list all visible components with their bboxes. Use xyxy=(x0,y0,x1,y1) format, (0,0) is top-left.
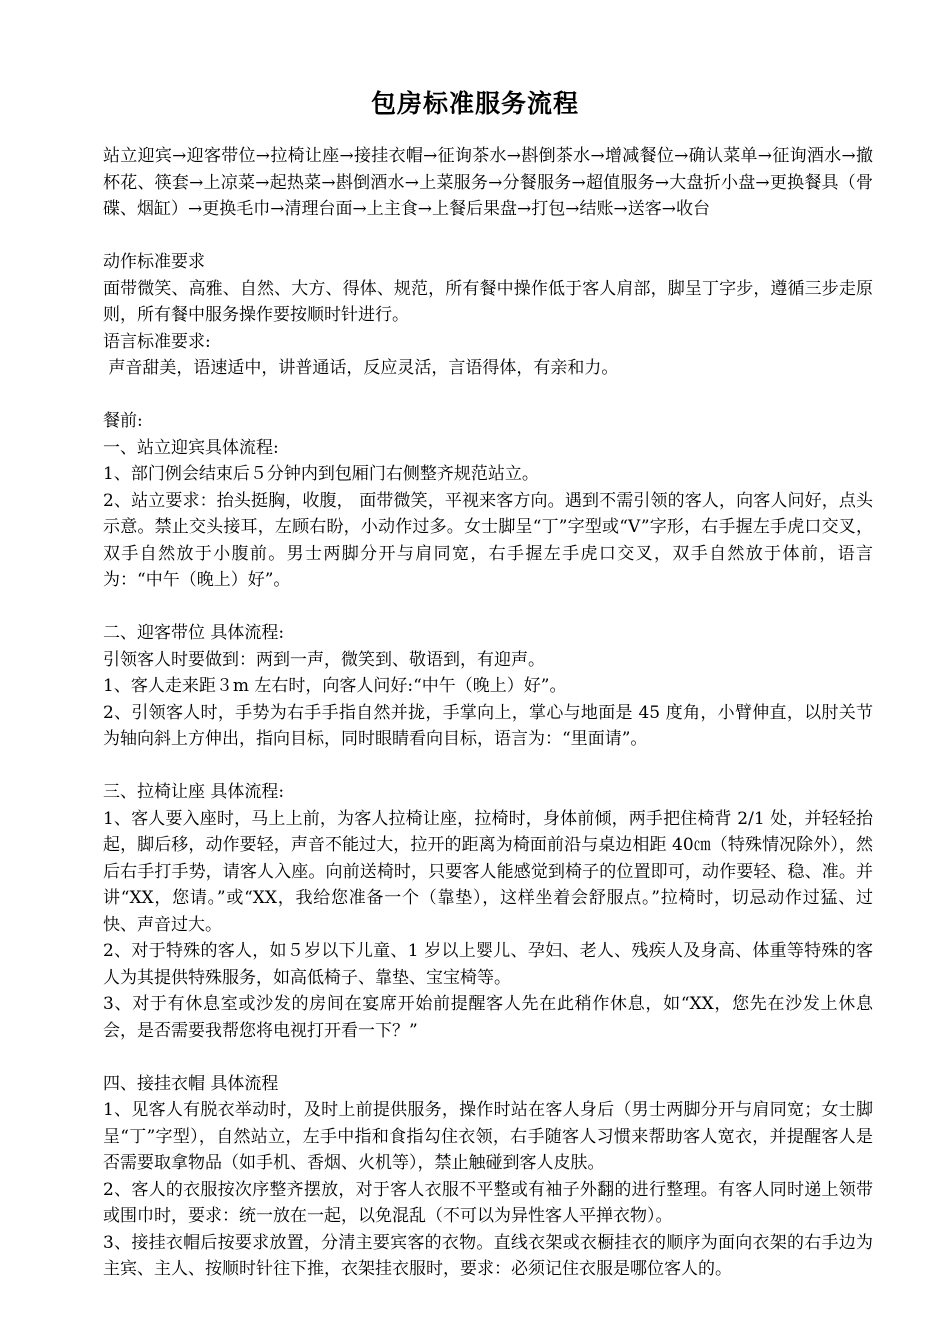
action-standard-text: 面带微笑、高雅、自然、大方、得体、规范，所有餐中操作低于客人肩部，脚呈丁字步，遵循三步走原则，所有餐中服务操作要按顺时针进行。 xyxy=(103,278,873,325)
blank-line xyxy=(103,223,873,250)
section-3-heading: 三、拉椅让座 具体流程: xyxy=(103,782,285,802)
blank-line xyxy=(103,382,873,409)
section-4-heading: 四、接挂衣帽 具体流程 xyxy=(103,1073,279,1094)
action-standard-heading: 动作标准要求 xyxy=(103,252,205,272)
document-body xyxy=(103,143,873,1283)
section-4-item-3: 3、接挂衣帽后按要求放置，分清主要宾客的衣物。直线衣架或衣橱挂衣的顺序为面向衣架的右手边为主宾、主人、按顺时针往下推，衣架挂衣服时，要求：必须记住衣服是哪位客人的。 xyxy=(103,1232,873,1279)
section-2-intro: 引领客人时要做到：两到一声，微笑到、敬语到，有迎声。 xyxy=(103,649,545,670)
blank-line xyxy=(103,753,873,780)
section-4-item-2: 2、客人的衣服按次序整齐摆放，对于客人衣服不平整或有袖子外翻的进行整理。有客人同时递上领带或围巾时，要求：统一放在一起，以免混乱（不可以为异性客人平掸衣物）。 xyxy=(103,1179,873,1226)
section-2-item-2: 2、引领客人时，手势为右手手指自然并拢，手掌向上，掌心与地面是 45 度角，小臂伸直，以肘关节为轴向斜上方伸出，指向目标，同时眼睛看向目标，语言为：“里面请”。 xyxy=(103,702,873,749)
section-4-item-1: 1、见客人有脱衣举动时，及时上前提供服务，操作时站在客人身后（男士两脚分开与肩同宽；女士脚呈“丁”字型），自然站立，左手中指和食指勾住衣领，右手随客人习惯来帮助客人宽衣，并提醒客人是否需要取拿物品（如手机、香烟、火机等），禁止触碰到客人皮肤。 xyxy=(103,1100,873,1173)
language-standard-heading: 语言标准要求: xyxy=(103,331,211,352)
section-2-item-1: 1、客人走来距３m 左右时，向客人问好:“中午（晚上）好”。 xyxy=(103,676,567,696)
language-standard-text: 声音甜美，语速适中，讲普通话，反应灵活，言语得体，有亲和力。 xyxy=(103,358,619,378)
service-flow-paragraph: 站立迎宾→迎客带位→拉椅让座→接挂衣帽→征询茶水→斟倒茶水→增减餐位→确认菜单→征询酒水→撤杯花、筷套→上凉菜→起热菜→斟倒酒水→上菜服务→分餐服务→超值服务→大盘折小盘→更换餐具（骨碟、烟缸）→更换毛巾→清理台面→上主食→上餐后果盘→打包→结账→送客→收台 xyxy=(103,146,873,219)
page-title: 包房标准服务流程 xyxy=(370,89,579,118)
section-3-item-2: 2、对于特殊的客人，如５岁以下儿童、1 岁以上婴儿、孕妇、老人、残疾人及身高、体重等特殊的客人为其提供特殊服务，如高低椅子、靠垫、宝宝椅等。 xyxy=(103,941,873,988)
blank-line xyxy=(103,594,873,621)
blank-line xyxy=(103,1044,873,1071)
section-1-item-2: 2、站立要求：抬头挺胸，收腹， 面带微笑，平视来客方向。遇到不需引领的客人，向客人问好，点头示意。禁止交头接耳，左顾右盼，小动作过多。女士脚呈“丁”字型或“V”字形，右手握左手虎口交叉，双手自然放于小腹前。男士两脚分开与肩同宽，右手握左手虎口交叉，双手自然放于体前，语言为：“中午（晚上）好”。 xyxy=(103,490,873,590)
pre-meal-label: 餐前: xyxy=(103,411,143,431)
section-3-item-1: 1、客人要入座时，马上上前，为客人拉椅让座，拉椅时，身体前倾，两手把住椅背 2/1 处，并轻轻抬起，脚后移，动作要轻，声音不能过大，拉开的距离为椅面前沿与桌边相距 40㎝（特殊情况除外），然后右手打手势，请客人入座。向前送椅时，只要客人能感觉到椅子的位置即可，动作要轻、稳、准。并讲“XX，您请。”或“XX，我给您准备一个（靠垫），这样坐着会舒服点。”拉椅时，切忌动作过猛、过快、声音过大。 xyxy=(103,808,873,935)
section-1-item-1: 1、部门例会结束后５分钟内到包厢门右侧整齐规范站立。 xyxy=(103,464,539,484)
section-3-item-3: 3、对于有休息室或沙发的房间在宴席开始前提醒客人先在此稍作休息，如“XX，您先在沙发上休息会，是否需要我帮您将电视打开看一下？” xyxy=(103,994,873,1041)
section-2-heading: 二、迎客带位 具体流程: xyxy=(103,623,285,643)
section-1-heading: 一、站立迎宾具体流程: xyxy=(103,437,279,458)
